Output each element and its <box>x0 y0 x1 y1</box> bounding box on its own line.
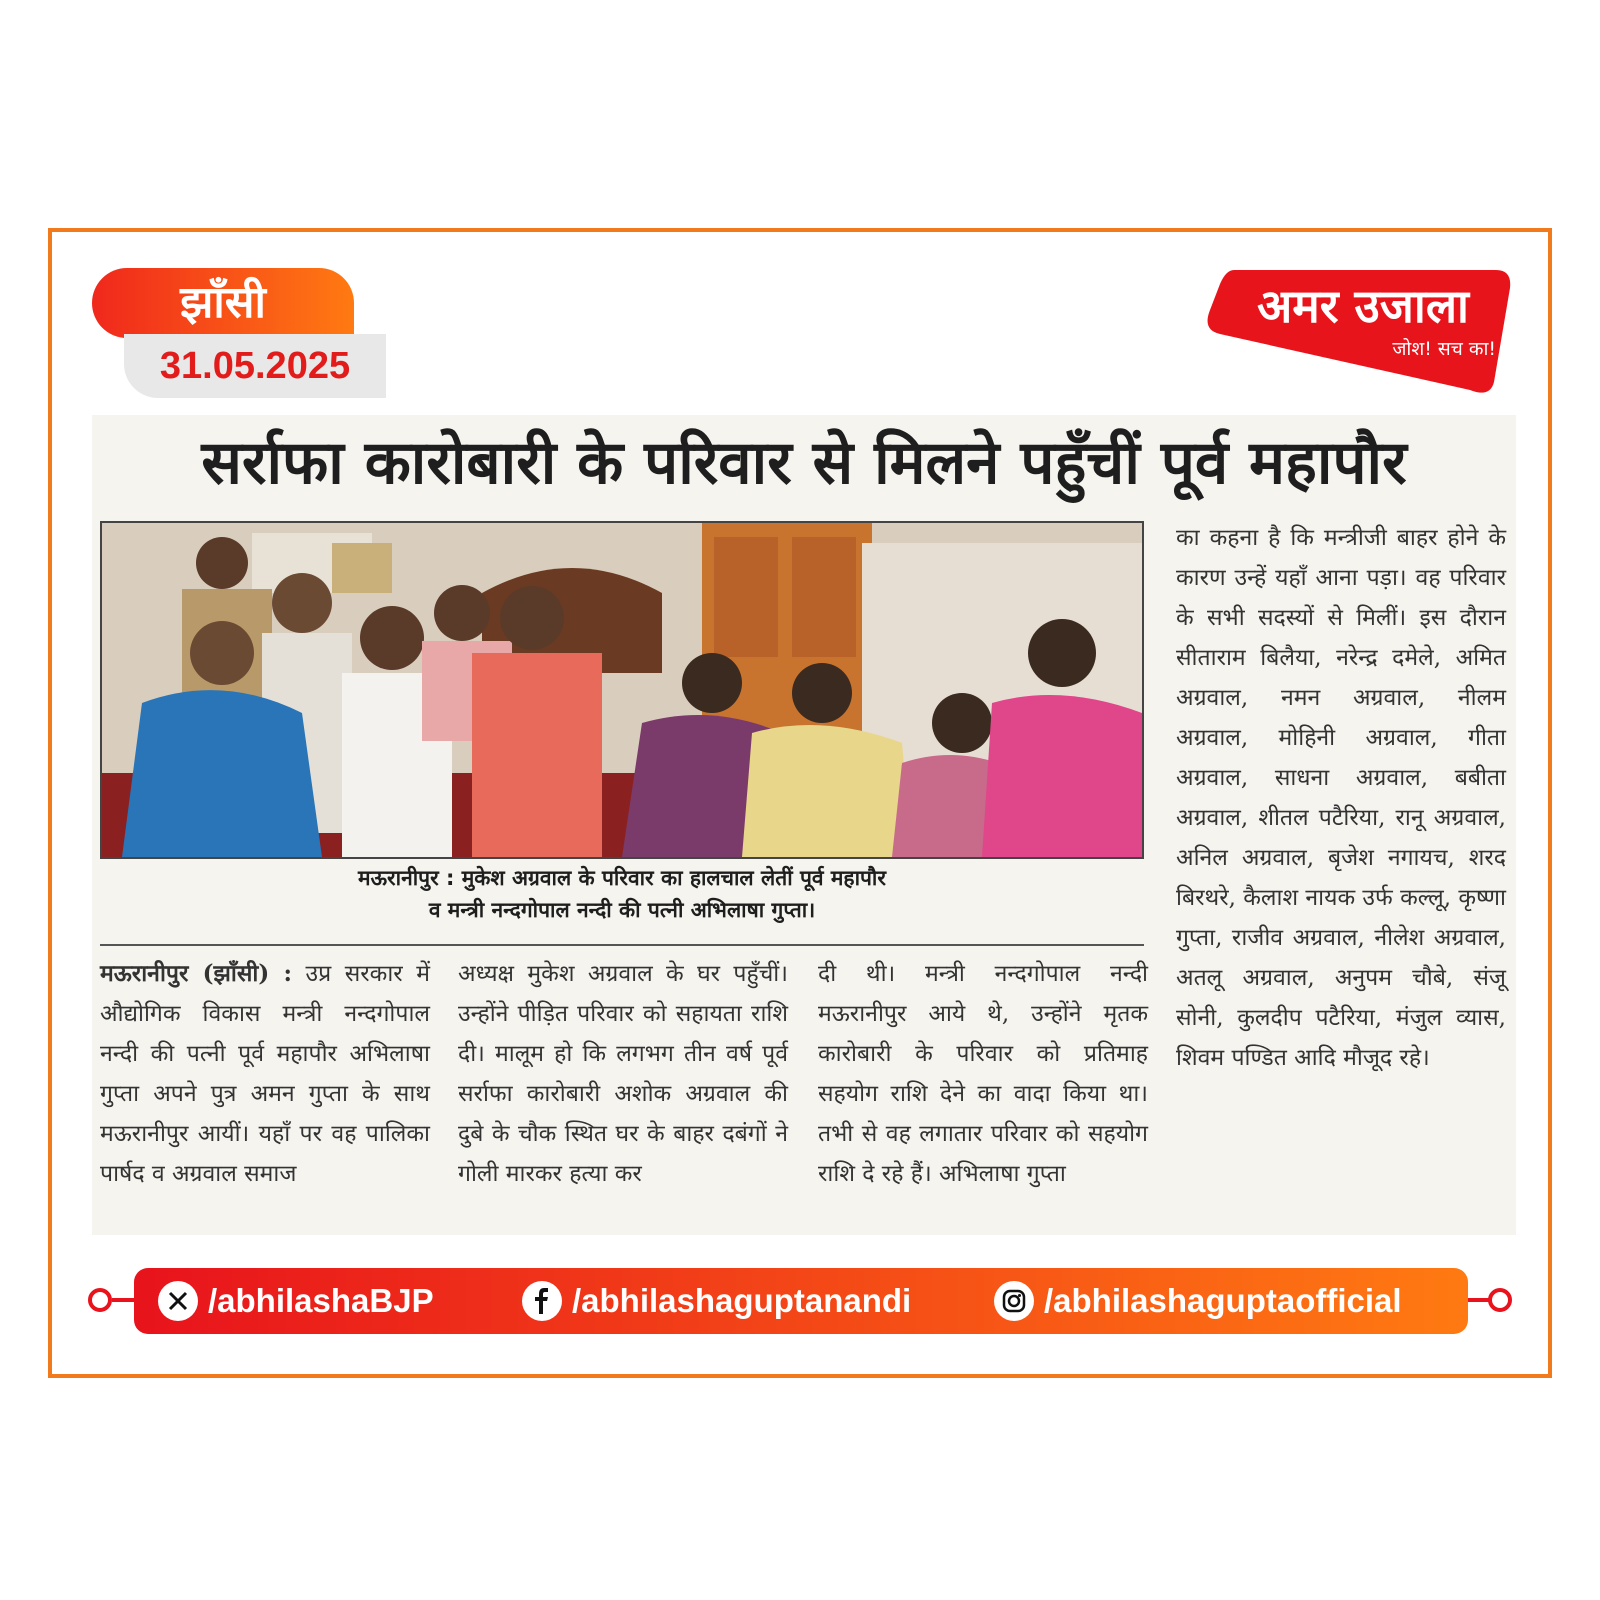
city-label: झाँसी <box>92 268 354 338</box>
column-1-text: उप्र सरकार में औद्योगिक विकास मन्त्री नन्दगोपाल नन्दी की पत्नी पूर्व महापौर अभिलाषा गुप्ता अपने पुत्र अमन गुप्ता के साथ मऊरानीपुर आयीं। यहाँ पर वह पालिका पार्षद व अग्रवाल समाज <box>100 961 430 1187</box>
group-photo-illustration <box>102 523 1142 857</box>
logo-tagline: जोश! सच का! <box>1392 338 1496 360</box>
article-column-4: का कहना है कि मन्त्रीजी बाहर होने के कारण उन्हें यहाँ आना पड़ा। वह परिवार के सभी सदस्यों से मिलीं। इस दौरान सीताराम बिलैया, नरेन्द्र दमेले, अमित अग्रवाल, नमन अग्रवाल, नीलम अग्रवाल, मोहिनी अग्रवाल, गीता अग्रवाल, साधना अग्रवाल, बबीता अग्रवाल, शीतल पटैरिया, रानू अग्रवाल, अनिल अग्रवाल, बृजेश नगायच, शरद बिरथरे, कैलाश नायक उर्फ कल्लू, कृष्णा गुप्ता, राजीव अग्रवाल, नीलेश अग्रवाल, अतलू अग्रवाल, अनुपम चौबे, संजू सोनी, कुलदीप पटैरिया, मंजुल व्यास, शिवम पण्डित आदि मौजूद रहे। <box>1176 525 1506 1071</box>
social-link-facebook[interactable] <box>522 1268 911 1334</box>
caption-divider <box>100 944 1144 946</box>
facebook-icon <box>522 1281 562 1321</box>
social-link-instagram[interactable] <box>994 1268 1402 1334</box>
photo-caption <box>100 862 1144 926</box>
article-column-2: अध्यक्ष मुकेश अग्रवाल के घर पहुँचीं। उन्होंने पीड़ित परिवार को सहायता राशि दी। मालूम हो कि लगभग तीन वर्ष पूर्व सर्राफा कारोबारी अशोक अग्रवाल की दुबे के चौक स्थित घर के बाहर दबंगों ने गोली मारकर हत्या कर <box>458 961 788 1187</box>
article-column-1 <box>100 954 430 1194</box>
instagram-icon <box>994 1281 1034 1321</box>
social-handle: /abhilashaguptaofficial <box>1044 1282 1402 1319</box>
caption-line-2: व मन्त्री नन्दगोपाल नन्दी की पत्नी अभिलाषा गुप्ता। <box>428 898 816 922</box>
left-connector-dot <box>88 1288 112 1312</box>
right-connector-dot <box>1488 1288 1512 1312</box>
caption-line-1: मऊरानीपुर : मुकेश अग्रवाल के परिवार का हालचाल लेतीं पूर्व महापौर <box>358 866 886 890</box>
x-icon <box>158 1281 198 1321</box>
article-headline: सर्राफा कारोबारी के परिवार से मिलने पहुँचीं पूर्व महापौर <box>201 428 1407 498</box>
logo-name: अमर उजाला <box>1257 279 1469 333</box>
article-column-3: दी थी। मन्त्री नन्दगोपाल नन्दी मऊरानीपुर आये थे, उन्होंने मृतक कारोबारी के परिवार को प्रतिमाह सहयोग राशि देने का वादा किया था। तभी से वह लगातार परिवार को सहयोग राशि दे रहे हैं। अभिलाषा गुप्ता <box>818 961 1148 1187</box>
article-dateline: मऊरानीपुर (झाँसी) : <box>100 960 292 987</box>
social-link-x[interactable] <box>158 1268 434 1334</box>
news-photo <box>100 521 1144 859</box>
newspaper-logo <box>1206 270 1512 396</box>
social-handle: /abhilashaguptanandi <box>572 1282 912 1319</box>
social-handle: /abhilashaBJP <box>208 1282 434 1319</box>
date-label: 31.05.2025 <box>124 334 386 398</box>
